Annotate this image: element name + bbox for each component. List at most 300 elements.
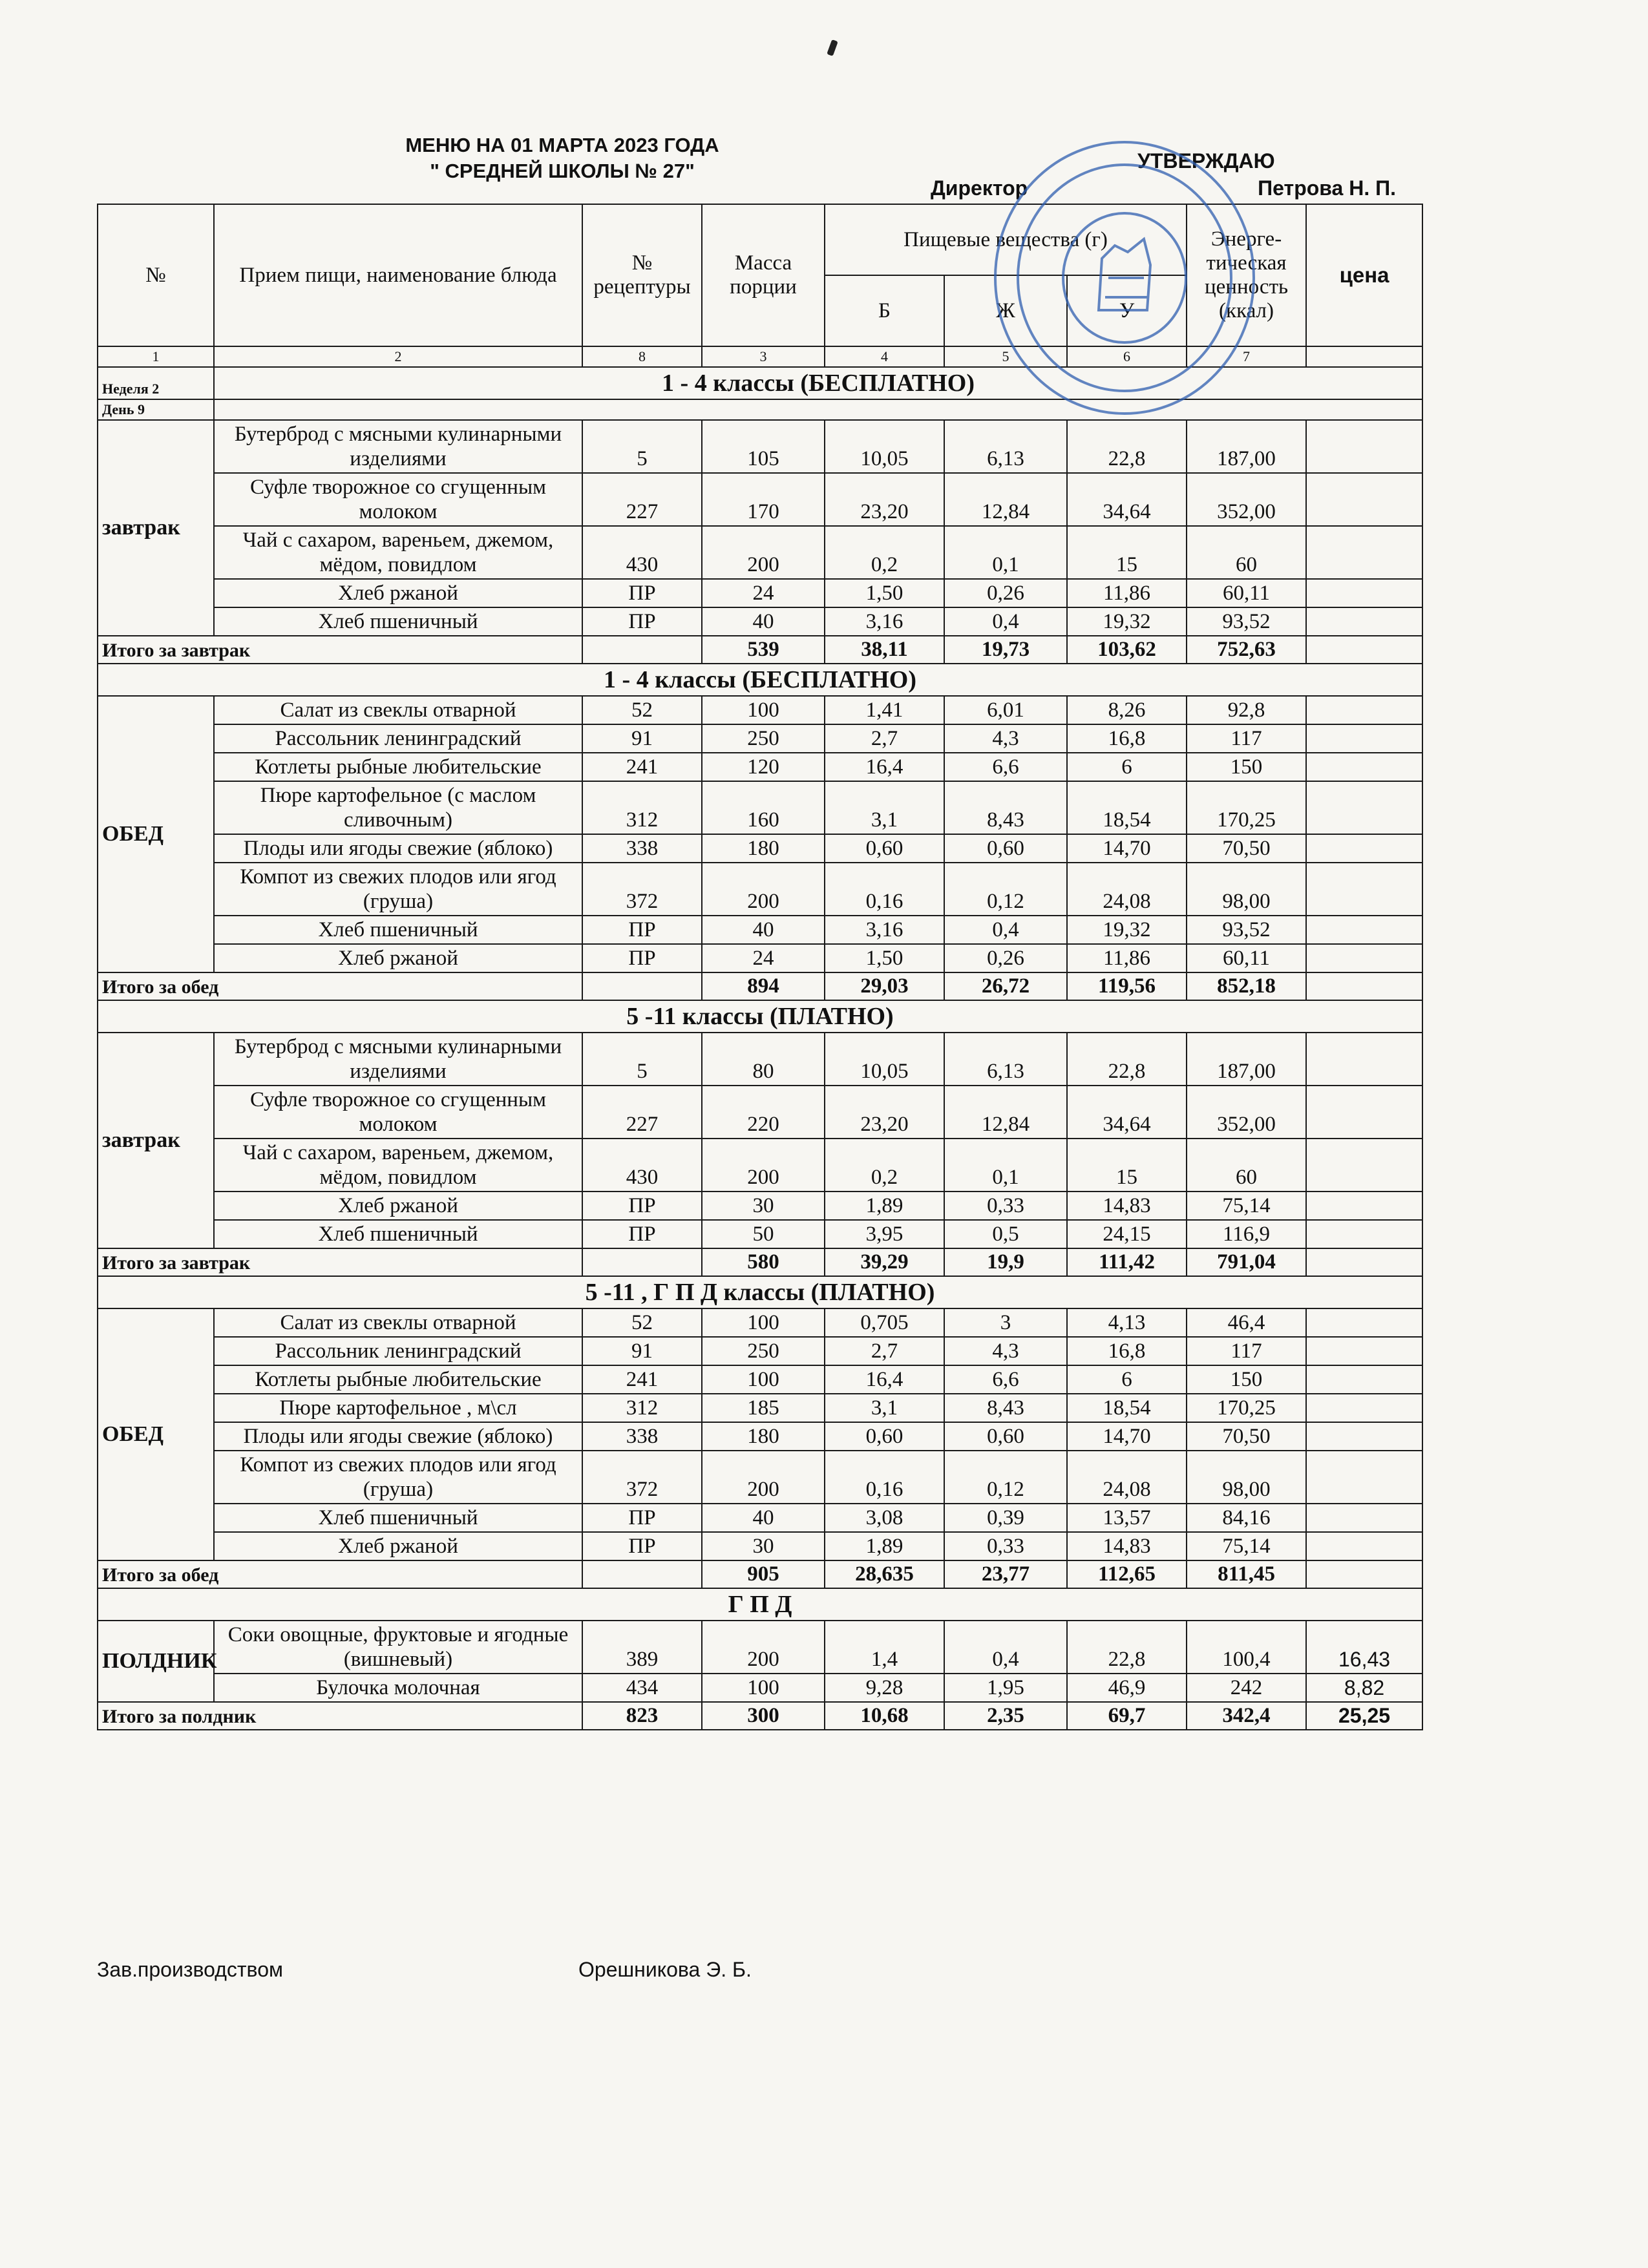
cell-kcal: 117	[1187, 1337, 1306, 1365]
dish-name: Суфле творожное со сгущенным молоком	[214, 1086, 582, 1139]
cell-u: 6	[1067, 753, 1187, 781]
cell-b: 0,16	[825, 1451, 944, 1504]
cell-kcal: 352,00	[1187, 473, 1306, 526]
cell-zh: 8,43	[944, 1394, 1067, 1422]
cell-zh: 0,26	[944, 944, 1067, 972]
cell-u: 22,8	[1067, 420, 1187, 473]
cell-b: 10,05	[825, 420, 944, 473]
total-u: 69,7	[1067, 1702, 1187, 1730]
dish-name: Хлеб ржаной	[214, 1192, 582, 1220]
cell-price	[1306, 1308, 1422, 1337]
cell-u: 19,32	[1067, 916, 1187, 944]
cell-zh: 0,60	[944, 834, 1067, 863]
dish-name: Хлеб пшеничный	[214, 916, 582, 944]
cell-kcal: 92,8	[1187, 696, 1306, 724]
cell-recipe: ПР	[582, 1532, 702, 1560]
table-row	[98, 1422, 1422, 1451]
cell-mass: 250	[702, 724, 825, 753]
cell-recipe: ПР	[582, 579, 702, 607]
table-row	[98, 1621, 1422, 1674]
cell-mass: 185	[702, 1394, 825, 1422]
cell-kcal: 150	[1187, 753, 1306, 781]
cell-u: 11,86	[1067, 944, 1187, 972]
cell-recipe: 430	[582, 526, 702, 579]
meal-label: ОБЕД	[98, 1308, 214, 1560]
cell-price	[1306, 1532, 1422, 1560]
cell-u: 18,54	[1067, 1394, 1187, 1422]
table-row	[98, 1086, 1422, 1139]
cell-recipe: ПР	[582, 944, 702, 972]
cell-recipe: 52	[582, 696, 702, 724]
table-row	[98, 1192, 1422, 1220]
cell-b: 10,05	[825, 1033, 944, 1086]
cell-u: 18,54	[1067, 781, 1187, 834]
col-recipe: № рецептуры	[582, 204, 702, 346]
cell-zh: 0,1	[944, 1139, 1067, 1192]
meal-label: завтрак	[98, 420, 214, 636]
cell-zh: 0,60	[944, 1422, 1067, 1451]
col-nutrients: Пищевые вещества (г)	[825, 204, 1187, 275]
cell-b: 3,1	[825, 1394, 944, 1422]
pen-mark	[827, 39, 838, 56]
cell-price	[1306, 1033, 1422, 1086]
cell-price	[1306, 579, 1422, 607]
total-b: 38,11	[825, 636, 944, 664]
cell-u: 14,83	[1067, 1192, 1187, 1220]
cell-u: 13,57	[1067, 1504, 1187, 1532]
cell-mass: 160	[702, 781, 825, 834]
official-stamp	[989, 136, 1260, 420]
total-recipe: 823	[582, 1702, 702, 1730]
cell-mass: 180	[702, 834, 825, 863]
dish-name: Хлеб ржаной	[214, 944, 582, 972]
meal-label: ОБЕД	[98, 696, 214, 972]
cell-kcal: 84,16	[1187, 1504, 1306, 1532]
cell-mass: 30	[702, 1192, 825, 1220]
day-label: День 9	[98, 399, 214, 420]
cell-u: 24,08	[1067, 863, 1187, 916]
dish-name: Плоды или ягоды свежие (яблоко)	[214, 834, 582, 863]
cell-b: 3,16	[825, 916, 944, 944]
cell-recipe: 5	[582, 420, 702, 473]
cell-price	[1306, 753, 1422, 781]
cell-zh: 0,4	[944, 1621, 1067, 1674]
cell-recipe: 434	[582, 1674, 702, 1702]
cell-mass: 200	[702, 1139, 825, 1192]
cell-price	[1306, 724, 1422, 753]
cell-mass: 250	[702, 1337, 825, 1365]
cell-price	[1306, 1394, 1422, 1422]
cell-recipe-empty	[582, 1248, 702, 1276]
cell-zh: 0,4	[944, 607, 1067, 636]
table-row	[98, 1033, 1422, 1086]
cell-price	[1306, 1365, 1422, 1394]
section-header-row	[98, 1000, 1422, 1033]
cell-b: 1,50	[825, 944, 944, 972]
cell-price	[1306, 1337, 1422, 1365]
col-mass: Масса порции	[702, 204, 825, 346]
cell-recipe: 91	[582, 1337, 702, 1365]
cell-recipe: 338	[582, 834, 702, 863]
cell-kcal: 60	[1187, 526, 1306, 579]
section-header-row	[98, 664, 1422, 696]
cell-recipe: 312	[582, 1394, 702, 1422]
col-no: №	[98, 204, 214, 346]
dish-name: Котлеты рыбные любительские	[214, 1365, 582, 1394]
cell-kcal: 117	[1187, 724, 1306, 753]
dish-name: Хлеб пшеничный	[214, 1504, 582, 1532]
cell-u: 14,70	[1067, 834, 1187, 863]
total-label: Итого за завтрак	[98, 636, 582, 664]
col-b: Б	[825, 275, 944, 346]
dish-name: Плоды или ягоды свежие (яблоко)	[214, 1422, 582, 1451]
table-row	[98, 1337, 1422, 1365]
cell-mass: 180	[702, 1422, 825, 1451]
cell-zh: 0,33	[944, 1532, 1067, 1560]
cell-b: 3,1	[825, 781, 944, 834]
total-price: 25,25	[1306, 1702, 1422, 1730]
cell-kcal: 93,52	[1187, 607, 1306, 636]
cell-mass: 40	[702, 1504, 825, 1532]
table-row	[98, 834, 1422, 863]
dish-name: Чай с сахаром, вареньем, джемом, мёдом, повидлом	[214, 1139, 582, 1192]
cell-price	[1306, 1248, 1422, 1276]
cell-b: 3,16	[825, 607, 944, 636]
cell-price	[1306, 1220, 1422, 1248]
dish-name: Хлеб пшеничный	[214, 607, 582, 636]
col-num: 2	[214, 346, 582, 367]
cell-kcal: 93,52	[1187, 916, 1306, 944]
cell-price	[1306, 1422, 1422, 1451]
cell-recipe: 338	[582, 1422, 702, 1451]
cell-u: 6	[1067, 1365, 1187, 1394]
cell-zh: 0,12	[944, 1451, 1067, 1504]
cell-mass: 24	[702, 579, 825, 607]
col-num: 3	[702, 346, 825, 367]
cell-b: 0,2	[825, 526, 944, 579]
cell-b: 2,7	[825, 1337, 944, 1365]
dish-name: Бутерброд с мясными кулинарными изделиями	[214, 1033, 582, 1086]
total-kcal: 791,04	[1187, 1248, 1306, 1276]
director-name: Петрова Н. П.	[1258, 176, 1396, 200]
cell-zh: 6,13	[944, 1033, 1067, 1086]
meal-label: ПОЛДНИК	[98, 1621, 214, 1702]
total-kcal: 811,45	[1187, 1560, 1306, 1588]
cell-zh: 6,6	[944, 753, 1067, 781]
cell-b: 2,7	[825, 724, 944, 753]
total-kcal: 342,4	[1187, 1702, 1306, 1730]
cell-b: 16,4	[825, 1365, 944, 1394]
dish-name: Чай с сахаром, вареньем, джемом, мёдом, повидлом	[214, 526, 582, 579]
col-zh: Ж	[944, 275, 1067, 346]
cell-mass: 100	[702, 1308, 825, 1337]
cell-zh: 6,13	[944, 420, 1067, 473]
cell-u: 19,32	[1067, 607, 1187, 636]
cell-recipe: 52	[582, 1308, 702, 1337]
cell-zh: 0,39	[944, 1504, 1067, 1532]
section-header-row	[98, 1588, 1422, 1621]
total-zh: 26,72	[944, 972, 1067, 1000]
table-row	[98, 916, 1422, 944]
cell-recipe: ПР	[582, 607, 702, 636]
cell-b: 1,41	[825, 696, 944, 724]
col-price: цена	[1306, 204, 1422, 346]
cell-b: 1,4	[825, 1621, 944, 1674]
cell-u: 16,8	[1067, 724, 1187, 753]
total-mass: 539	[702, 636, 825, 664]
table-row	[98, 579, 1422, 607]
total-row	[98, 972, 1422, 1000]
cell-recipe: ПР	[582, 916, 702, 944]
cell-zh: 0,5	[944, 1220, 1067, 1248]
table-row	[98, 1394, 1422, 1422]
cell-kcal: 187,00	[1187, 1033, 1306, 1086]
total-row	[98, 1560, 1422, 1588]
col-num: 6	[1067, 346, 1187, 367]
menu-table	[97, 204, 1423, 1730]
cell-recipe: 241	[582, 1365, 702, 1394]
cell-kcal: 98,00	[1187, 1451, 1306, 1504]
cell-price	[1306, 420, 1422, 473]
table-row	[98, 1504, 1422, 1532]
col-num: 5	[944, 346, 1067, 367]
cell-recipe: 241	[582, 753, 702, 781]
col-num: 1	[98, 346, 214, 367]
section-title: 1 - 4 классы (БЕСПЛАТНО)	[98, 664, 1422, 696]
cell-price	[1306, 1192, 1422, 1220]
cell-kcal: 170,25	[1187, 1394, 1306, 1422]
cell-u: 15	[1067, 1139, 1187, 1192]
cell-zh: 4,3	[944, 724, 1067, 753]
cell-mass: 170	[702, 473, 825, 526]
cell-kcal: 116,9	[1187, 1220, 1306, 1248]
cell-recipe-empty	[582, 636, 702, 664]
cell-recipe-empty	[582, 972, 702, 1000]
cell-u: 15	[1067, 526, 1187, 579]
cell-u: 34,64	[1067, 1086, 1187, 1139]
cell-kcal: 150	[1187, 1365, 1306, 1394]
table-row	[98, 944, 1422, 972]
cell-recipe: 227	[582, 473, 702, 526]
cell-zh: 12,84	[944, 1086, 1067, 1139]
cell-mass: 40	[702, 607, 825, 636]
cell-u: 8,26	[1067, 696, 1187, 724]
table-row	[98, 607, 1422, 636]
table-row	[98, 1308, 1422, 1337]
total-kcal: 852,18	[1187, 972, 1306, 1000]
cell-u: 46,9	[1067, 1674, 1187, 1702]
cell-kcal: 187,00	[1187, 420, 1306, 473]
dish-name: Бутерброд с мясными кулинарными изделиями	[214, 420, 582, 473]
total-label: Итого за полдник	[98, 1702, 582, 1730]
cell-mass: 200	[702, 1621, 825, 1674]
cell-kcal: 60,11	[1187, 579, 1306, 607]
dish-name: Булочка молочная	[214, 1674, 582, 1702]
cell-price	[1306, 781, 1422, 834]
table-row	[98, 526, 1422, 579]
cell-b: 0,16	[825, 863, 944, 916]
cell-b: 1,89	[825, 1532, 944, 1560]
cell-price	[1306, 607, 1422, 636]
cell-kcal: 70,50	[1187, 834, 1306, 863]
cell-b: 0,2	[825, 1139, 944, 1192]
cell-b: 3,08	[825, 1504, 944, 1532]
total-zh: 19,73	[944, 636, 1067, 664]
document-title	[349, 132, 776, 184]
cell-mass: 80	[702, 1033, 825, 1086]
cell-recipe: 372	[582, 1451, 702, 1504]
col-num: 4	[825, 346, 944, 367]
table-row	[98, 420, 1422, 473]
dish-name: Салат из свеклы отварной	[214, 696, 582, 724]
total-b: 28,635	[825, 1560, 944, 1588]
total-label: Итого за обед	[98, 972, 582, 1000]
cell-b: 0,60	[825, 834, 944, 863]
dish-name: Котлеты рыбные любительские	[214, 753, 582, 781]
cell-kcal: 46,4	[1187, 1308, 1306, 1337]
cell-zh: 3	[944, 1308, 1067, 1337]
cell-zh: 12,84	[944, 473, 1067, 526]
dish-name: Хлеб ржаной	[214, 1532, 582, 1560]
cell-kcal: 170,25	[1187, 781, 1306, 834]
cell-zh: 6,6	[944, 1365, 1067, 1394]
title-line-2: " СРЕДНЕЙ ШКОЛЫ № 27"	[430, 160, 695, 182]
cell-price	[1306, 1451, 1422, 1504]
col-num-empty	[1306, 346, 1422, 367]
cell-recipe: 389	[582, 1621, 702, 1674]
cell-recipe-empty	[582, 1560, 702, 1588]
cell-price	[1306, 636, 1422, 664]
dish-name: Пюре картофельное (с маслом сливочным)	[214, 781, 582, 834]
col-meal: Прием пищи, наименование блюда	[214, 204, 582, 346]
dish-name: Компот из свежих плодов или ягод (груша)	[214, 863, 582, 916]
total-label: Итого за обед	[98, 1560, 582, 1588]
cell-zh: 0,33	[944, 1192, 1067, 1220]
cell-b: 1,50	[825, 579, 944, 607]
cell-b: 9,28	[825, 1674, 944, 1702]
director-label: Директор	[931, 176, 1028, 200]
cell-mass: 100	[702, 696, 825, 724]
total-mass: 580	[702, 1248, 825, 1276]
cell-kcal: 98,00	[1187, 863, 1306, 916]
total-zh: 2,35	[944, 1702, 1067, 1730]
cell-price	[1306, 863, 1422, 916]
cell-price	[1306, 834, 1422, 863]
section-title: 1 - 4 классы (БЕСПЛАТНО)	[214, 367, 1422, 399]
total-label: Итого за завтрак	[98, 1248, 582, 1276]
total-row	[98, 636, 1422, 664]
cell-kcal: 60,11	[1187, 944, 1306, 972]
title-line-1: МЕНЮ НА 01 МАРТА 2023 ГОДА	[405, 134, 719, 156]
cell-u: 24,08	[1067, 1451, 1187, 1504]
cell-recipe: ПР	[582, 1192, 702, 1220]
cell-u: 14,70	[1067, 1422, 1187, 1451]
menu-body	[98, 367, 1422, 1730]
total-kcal: 752,63	[1187, 636, 1306, 664]
cell-zh: 4,3	[944, 1337, 1067, 1365]
cell-u: 22,8	[1067, 1033, 1187, 1086]
cell-price	[1306, 916, 1422, 944]
table-row	[98, 696, 1422, 724]
col-energy: Энерге-тическая ценность (ккал)	[1187, 204, 1306, 346]
cell-mass: 120	[702, 753, 825, 781]
cell-recipe: 372	[582, 863, 702, 916]
cell-price	[1306, 526, 1422, 579]
col-num: 8	[582, 346, 702, 367]
table-row	[98, 1674, 1422, 1702]
cell-price	[1306, 1560, 1422, 1588]
total-mass: 905	[702, 1560, 825, 1588]
cell-price	[1306, 696, 1422, 724]
cell-price: 8,82	[1306, 1674, 1422, 1702]
cell-price	[1306, 1139, 1422, 1192]
cell-mass: 200	[702, 526, 825, 579]
dish-name: Хлеб ржаной	[214, 579, 582, 607]
total-u: 119,56	[1067, 972, 1187, 1000]
total-mass: 894	[702, 972, 825, 1000]
cell-kcal: 75,14	[1187, 1192, 1306, 1220]
footer-name: Орешникова Э. Б.	[578, 1958, 752, 1981]
cell-b: 16,4	[825, 753, 944, 781]
cell-u: 11,86	[1067, 579, 1187, 607]
cell-b: 23,20	[825, 473, 944, 526]
cell-b: 0,705	[825, 1308, 944, 1337]
dish-name: Соки овощные, фруктовые и ягодные (вишневый)	[214, 1621, 582, 1674]
table-row	[98, 1532, 1422, 1560]
cell-kcal: 100,4	[1187, 1621, 1306, 1674]
cell-kcal: 70,50	[1187, 1422, 1306, 1451]
table-row	[98, 724, 1422, 753]
cell-b: 1,89	[825, 1192, 944, 1220]
cell-mass: 100	[702, 1365, 825, 1394]
table-row	[98, 1365, 1422, 1394]
cell-recipe: 5	[582, 1033, 702, 1086]
cell-zh: 6,01	[944, 696, 1067, 724]
section-title: 5 -11 , Г П Д классы (ПЛАТНО)	[98, 1276, 1422, 1308]
table-row	[98, 1139, 1422, 1192]
cell-b: 0,60	[825, 1422, 944, 1451]
table-row	[98, 1451, 1422, 1504]
cell-mass: 40	[702, 916, 825, 944]
cell-kcal: 242	[1187, 1674, 1306, 1702]
meal-label: завтрак	[98, 1033, 214, 1248]
cell-zh: 0,1	[944, 526, 1067, 579]
cell-b: 23,20	[825, 1086, 944, 1139]
dish-name: Рассольник ленинградский	[214, 1337, 582, 1365]
total-u: 103,62	[1067, 636, 1187, 664]
cell-zh: 0,12	[944, 863, 1067, 916]
total-zh: 19,9	[944, 1248, 1067, 1276]
cell-recipe: ПР	[582, 1504, 702, 1532]
cell-u: 14,83	[1067, 1532, 1187, 1560]
dish-name: Салат из свеклы отварной	[214, 1308, 582, 1337]
cell-mass: 220	[702, 1086, 825, 1139]
cell-zh: 8,43	[944, 781, 1067, 834]
cell-price	[1306, 1504, 1422, 1532]
week-label: Неделя 2	[98, 367, 214, 399]
cell-zh: 0,26	[944, 579, 1067, 607]
total-mass: 300	[702, 1702, 825, 1730]
table-row	[98, 863, 1422, 916]
cell-u: 24,15	[1067, 1220, 1187, 1248]
cell-mass: 30	[702, 1532, 825, 1560]
cell-u: 34,64	[1067, 473, 1187, 526]
cell-recipe: 312	[582, 781, 702, 834]
total-b: 29,03	[825, 972, 944, 1000]
dish-name: Рассольник ленинградский	[214, 724, 582, 753]
cell-zh: 0,4	[944, 916, 1067, 944]
total-u: 111,42	[1067, 1248, 1187, 1276]
